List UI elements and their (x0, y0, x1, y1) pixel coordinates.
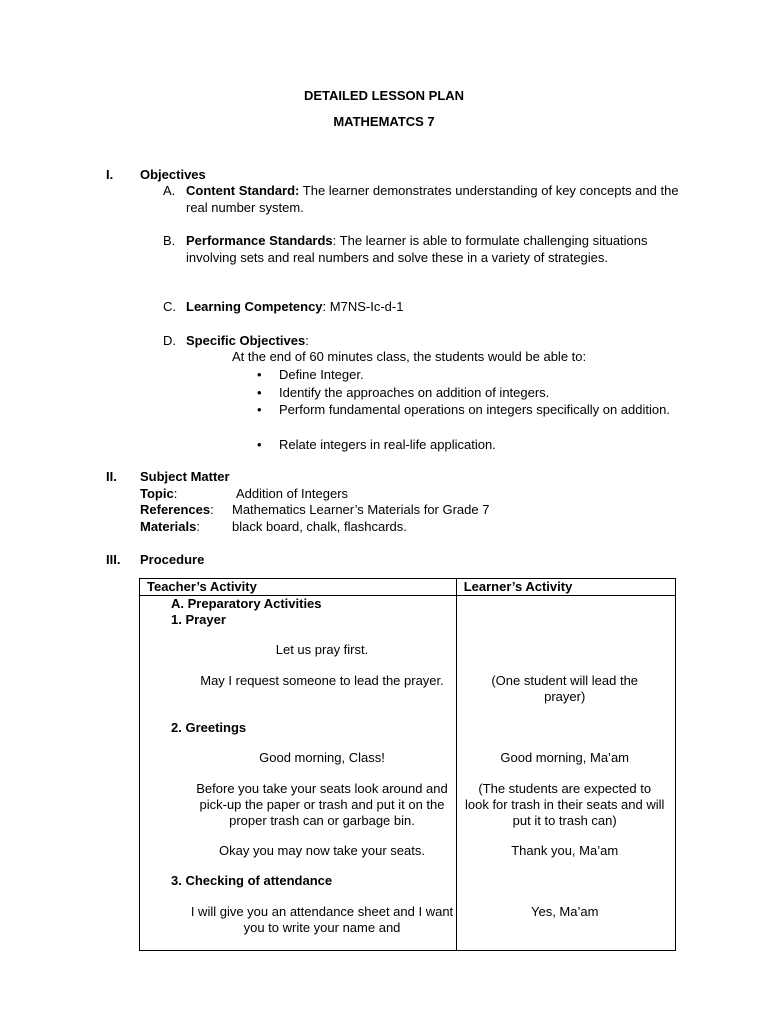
learning-competency-label: Learning Competency (186, 299, 323, 314)
section-heading-subject-matter: Subject Matter (140, 469, 230, 484)
objective-bullet: • Perform fundamental operations on integers specifically on addition. (257, 402, 670, 417)
content-standard (163, 182, 683, 216)
teacher-request-text: May I request someone to lead the prayer. (200, 673, 444, 688)
greetings-heading: 2. Greetings (171, 720, 247, 735)
materials-label: Materials (140, 519, 197, 534)
item-letter: C. (163, 299, 176, 314)
item-letter: A. (163, 183, 176, 198)
section-number-objectives: I. (106, 167, 114, 182)
learning-competency-text: : M7NS-Ic-d-1 (322, 299, 404, 314)
table-header-row (140, 579, 676, 596)
document-subtitle: MATHEMATCS 7 (333, 114, 435, 129)
teacher-attendance-text: I will give you an attendance sheet and I want you to write your name and (190, 904, 454, 935)
teacher-trash-text: Before you take your seats look around and pick-up the paper or trash and put it on the proper trash can or garbage bin. (196, 781, 448, 828)
column-header-learner: Learner’s Activity (456, 579, 675, 596)
teacher-pray-text: Let us pray first. (275, 642, 369, 657)
section-number-subject-matter: II. (106, 469, 117, 484)
bullet-icon: • (257, 367, 262, 382)
learning-competency (163, 298, 683, 315)
learner-greet-text: Good morning, Ma’am (500, 750, 630, 765)
references-value: Mathematics Learner’s Materials for Grade 7 (232, 502, 490, 517)
specific-objectives-text: : (305, 333, 309, 348)
procedure-table (139, 578, 676, 951)
topic-label: Topic (140, 486, 174, 501)
specific-objectives (163, 332, 683, 349)
item-letter: B. (163, 233, 176, 248)
column-header-teacher: Teacher’s Activity (140, 579, 457, 596)
teacher-greet-text: Good morning, Class! (259, 750, 385, 765)
document-title: DETAILED LESSON PLAN (303, 88, 465, 103)
teacher-seats-text: Okay you may now take your seats. (219, 843, 425, 858)
materials-value: black board, chalk, flashcards. (232, 519, 407, 534)
performance-standards (163, 232, 683, 266)
preparatory-activities-heading: A. Preparatory Activities (171, 596, 322, 611)
topic-row: Topic: Addition of Integers (140, 486, 349, 501)
performance-standards-label: Performance Standards (186, 233, 333, 248)
learner-activity-cell (456, 596, 675, 951)
objective-bullet: • Define Integer. (257, 367, 364, 382)
bullet-icon: • (257, 385, 262, 400)
specific-objectives-label: Specific Objectives (186, 333, 306, 348)
prayer-heading: 1. Prayer (171, 612, 226, 627)
references-label: References (140, 502, 211, 517)
learner-yes-text: Yes, Ma’am (530, 904, 599, 919)
performance-standards-text: : The learner is able to formulate challenging situations involving sets and real numbers and solve these in a variety of strategies. (186, 233, 648, 265)
learner-thanks-text: Thank you, Ma’am (511, 843, 619, 858)
teacher-activity-cell (140, 596, 457, 951)
section-heading-procedure: Procedure (140, 552, 205, 567)
materials-row: Materials: black board, chalk, flashcards. (140, 519, 407, 534)
bullet-icon: • (257, 437, 262, 452)
content-standard-text: The learner demonstrates understanding of key concepts and the real number system. (186, 183, 679, 215)
attendance-heading: 3. Checking of attendance (171, 873, 333, 888)
objective-bullet: • Relate integers in real-life application. (257, 437, 496, 452)
table-row (140, 596, 676, 951)
objective-bullet: • Identify the approaches on addition of integers. (257, 385, 550, 400)
content-standard-label: Content Standard: (186, 183, 300, 198)
topic-value: Addition of Integers (236, 486, 349, 501)
section-number-procedure: III. (106, 552, 121, 567)
learner-trash-text: (The students are expected to look for trash in their seats and will put it to trash can) (464, 781, 665, 828)
item-letter: D. (163, 333, 176, 348)
section-heading-objectives: Objectives (140, 167, 206, 182)
bullet-icon: • (257, 402, 262, 417)
learner-lead-text: (One student will lead the prayer) (491, 673, 639, 704)
references-row: References: Mathematics Learner’s Materials for Grade 7 (140, 502, 490, 517)
objectives-intro: At the end of 60 minutes class, the students would be able to: (232, 349, 587, 364)
